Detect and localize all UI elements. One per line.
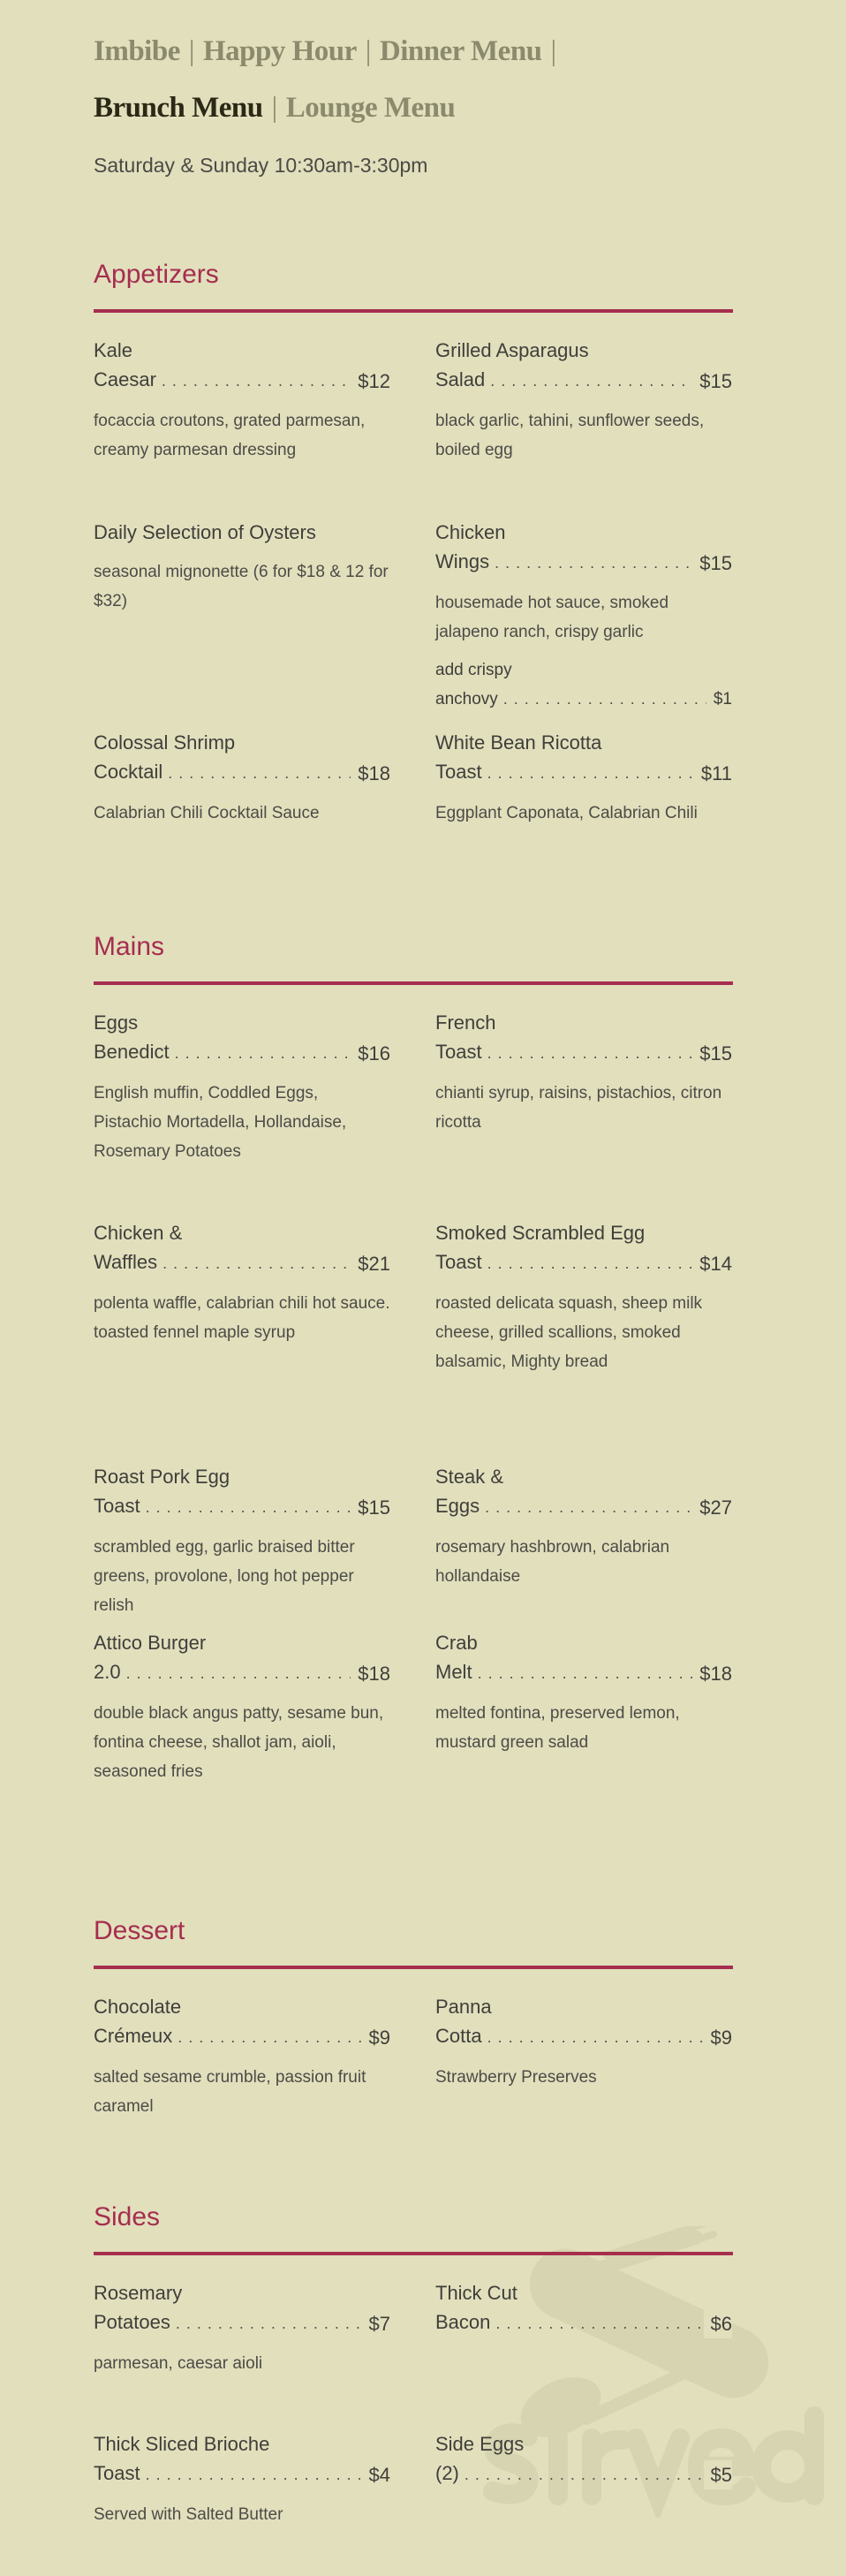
item-price: $27 [692,1493,732,1522]
menu-item [435,1992,732,2092]
nav-brunch-menu[interactable]: Brunch Menu [94,92,263,124]
item-price: $18 [351,759,390,788]
item-description: parmesan, caesar aioli [94,2354,263,2373]
item-price: $14 [692,1249,732,1278]
menu-item [435,2429,732,2489]
menu-item [94,728,390,828]
item-price: $15 [692,1039,732,1068]
menu-item [435,2278,732,2338]
item-name: Thick Cut Bacon . . . [435,2282,732,2333]
menu-item [435,1008,732,1137]
item-price: $15 [351,1493,390,1522]
nav-dinner-menu[interactable]: Dinner Menu [379,35,542,67]
menu-item [94,336,390,465]
item-name: Smoked Scrambled Egg Toast . . . [435,1222,732,1273]
menu-item [94,518,390,616]
brunch-hours: Saturday & Sunday 10:30am-3:30pm [94,154,428,177]
item-name: Thick Sliced Brioche Toast . . . [94,2433,390,2484]
addon-name: add crispy anchovy . . . [435,661,732,708]
item-name: Kale Caesar . . . [94,339,390,390]
item-name: Rosemary Potatoes . . . [94,2282,390,2333]
item-price: $11 [694,759,732,788]
menu-item [435,1218,732,1376]
menu-item [435,336,732,465]
item-description: double black angus patty, sesame bun, fontina cheese, shallot jam, aioli, seasoned fries [94,1704,384,1781]
item-description: seasonal mignonette (6 for $18 & 12 for $32) [94,563,389,610]
addon-price: $1 [706,685,732,714]
menu-item [94,1992,390,2121]
item-description: roasted delicata squash, sheep milk cheese, grilled scallions, smoked balsamic, Mighty bread [435,1294,703,1371]
item-name: Panna Cotta . . . [435,1996,732,2047]
menu-item [435,518,732,714]
item-description: polenta waffle, calabrian chili hot sauce. toasted fennel maple syrup [94,1294,390,1342]
item-name: Attico Burger 2.0 . . . [94,1632,390,1683]
nav-separator: | [188,35,194,67]
menu-item [435,1462,732,1591]
item-price: $4 [362,2460,390,2489]
item-description: English muffin, Coddled Eggs, Pistachio Mortadella, Hollandaise, Rosemary Potatoes [94,1084,347,1161]
menu-nav-row-2 [94,92,455,125]
menu-item [94,1218,390,1347]
item-description: Served with Salted Butter [94,2505,283,2524]
item-price: $7 [362,2309,390,2338]
item-price: $9 [362,2023,390,2052]
item-description: Eggplant Caponata, Calabrian Chili [435,804,698,822]
nav-imbibe[interactable]: Imbibe [94,35,180,67]
menu-item [94,1628,390,1786]
item-description: melted fontina, preserved lemon, mustard green salad [435,1704,680,1752]
item-price: $16 [351,1039,390,1068]
nav-separator: | [271,92,277,124]
nav-happy-hour[interactable]: Happy Hour [202,35,357,67]
item-name: French Toast . . . [435,1011,732,1063]
item-description: salted sesame crumble, passion fruit caramel [94,2068,366,2116]
menu-item [94,2278,390,2378]
menu-nav-row-1 [94,35,565,68]
item-price: $15 [692,549,732,578]
section-title-mains: Mains [94,932,165,961]
menu-item [94,2429,390,2529]
item-name: Chicken Wings . . . [435,521,732,572]
item-name: Side Eggs (2) . . . [435,2433,732,2484]
item-description: rosemary hashbrown, calabrian hollandaise [435,1538,670,1586]
item-price: $12 [351,367,390,396]
item-description: Strawberry Preserves [435,2068,597,2087]
menu-item [94,1008,390,1166]
item-name: Daily Selection of Oysters [94,521,316,543]
item-name: Colossal Shrimp Cocktail . . . [94,731,390,783]
section-divider [94,1966,733,1969]
section-title-sides: Sides [94,2202,161,2231]
item-description: housemade hot sauce, smoked jalapeno ranch, crispy garlic [435,594,669,641]
nav-separator: | [550,35,556,67]
menu-item [435,728,732,828]
item-name: Roast Pork Egg Toast . . . [94,1466,390,1517]
item-price: $18 [692,1659,732,1688]
item-price: $5 [704,2460,732,2489]
item-price: $6 [704,2309,732,2338]
item-description: chianti syrup, raisins, pistachios, citron ricotta [435,1084,722,1132]
item-price: $18 [351,1659,390,1688]
item-price: $9 [704,2023,732,2052]
item-description: focaccia croutons, grated parmesan, creamy parmesan dressing [94,412,366,459]
item-price: $15 [692,367,732,396]
menu-item [435,1628,732,1757]
item-addon [435,655,732,714]
item-name: Steak & Eggs . . . [435,1466,732,1517]
item-name: Eggs Benedict . . . [94,1011,390,1063]
item-name: White Bean Ricotta Toast . . . [435,731,732,783]
section-divider [94,2252,733,2255]
item-description: scrambled egg, garlic braised bitter greens, provolone, long hot pepper relish [94,1538,355,1615]
section-title-dessert: Dessert [94,1916,185,1945]
section-divider [94,309,733,313]
item-name: Grilled Asparagus Salad . . . [435,339,732,390]
section-title-appetizers: Appetizers [94,260,219,289]
item-description: Calabrian Chili Cocktail Sauce [94,804,320,822]
menu-item [94,1462,390,1620]
item-name: Chocolate Crémeux . . . [94,1996,390,2047]
item-name: Chicken & Waffles . . . [94,1222,390,1273]
nav-lounge-menu[interactable]: Lounge Menu [285,92,456,124]
item-price: $21 [351,1249,390,1278]
item-description: black garlic, tahini, sunflower seeds, boiled egg [435,412,705,459]
nav-separator: | [365,35,371,67]
section-divider [94,981,733,985]
item-name: Crab Melt . . . [435,1632,732,1683]
